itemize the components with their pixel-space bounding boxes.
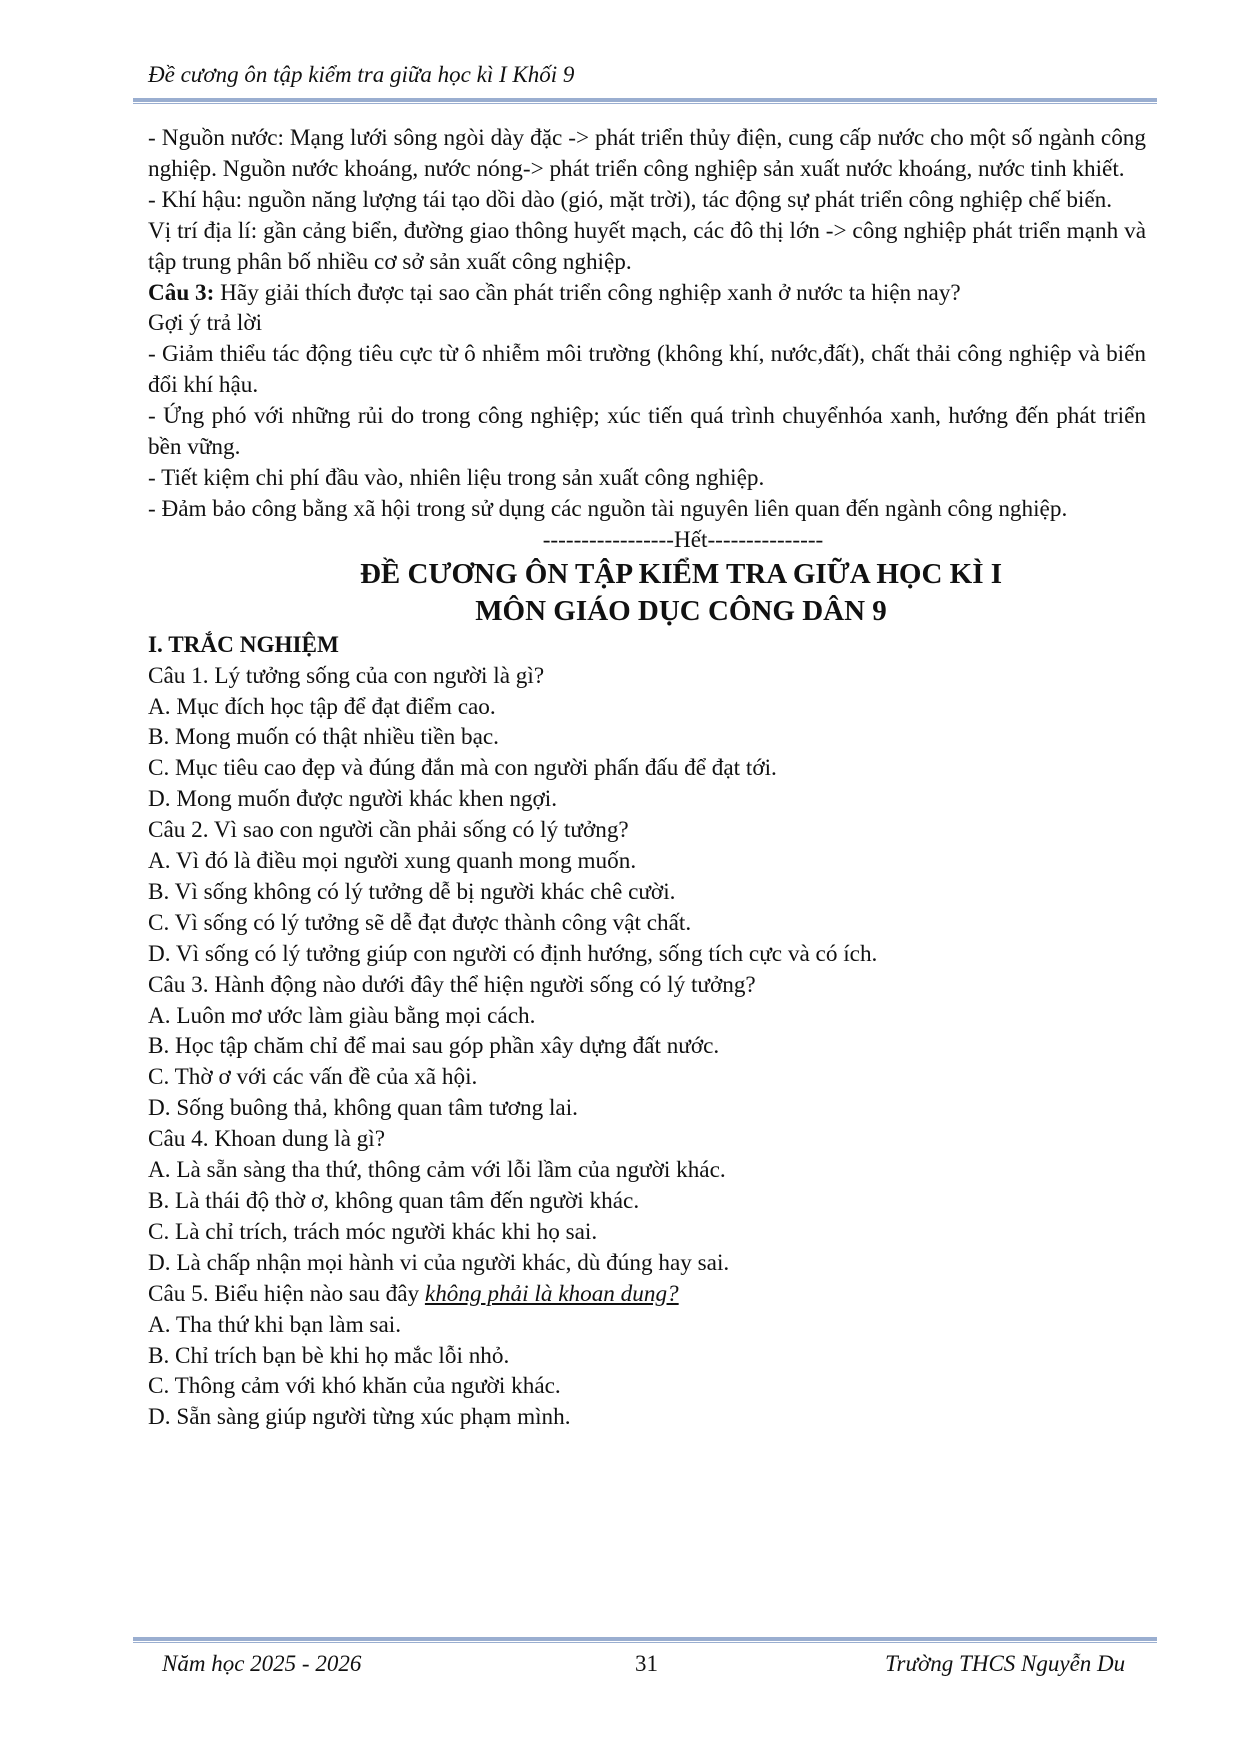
option: D. Là chấp nhận mọi hành vi của người khác, dù đúng hay sai.: [148, 1249, 730, 1276]
option: D. Sẵn sàng giúp người từng xúc phạm mình.: [148, 1404, 571, 1431]
option: C. Thờ ơ với các vấn đề của xã hội.: [148, 1064, 478, 1091]
section-heading: I. TRẮC NGHIỆM: [148, 631, 339, 658]
option: A. Luôn mơ ước làm giàu bằng mọi cách.: [148, 1002, 536, 1029]
footer-school: Trường THCS Nguyễn Du: [885, 1651, 1126, 1676]
option: B. Học tập chăm chỉ để mai sau góp phần xây dựng đất nước.: [148, 1033, 720, 1060]
question-3-label: Câu 3:: [148, 279, 215, 306]
answer-item: - Ứng phó với những rủi do trong công nghiệp; xúc tiến quá trình chuyểnhóa xanh, hướng đến phát triển bền vững.: [148, 403, 1146, 461]
option: D. Sống buông thả, không quan tâm tương lai.: [148, 1095, 578, 1122]
doc-title-line2: MÔN GIÁO DỤC CÔNG DÂN 9: [475, 594, 887, 627]
header-title: Đề cương ôn tập kiểm tra giữa học kì I Khối 9: [148, 62, 575, 87]
option: C. Là chỉ trích, trách móc người khác khi họ sai.: [148, 1218, 598, 1245]
end-marker-text: -----------------Hết---------------: [542, 526, 824, 553]
answer-item: - Đảm bảo công bằng xã hội trong sử dụng các nguồn tài nguyên liên quan đến ngành công nghiệp.: [148, 495, 1068, 522]
option: A. Mục đích học tập để đạt điểm cao.: [148, 693, 496, 720]
question: Câu 3. Hành động nào dưới đây thể hiện người sống có lý tưởng?: [148, 971, 756, 998]
end-marker: [148, 525, 1146, 556]
question-3: [148, 278, 1146, 309]
option: A. Tha thứ khi bạn làm sai.: [148, 1311, 401, 1338]
option: B. Mong muốn có thật nhiều tiền bạc.: [148, 724, 499, 751]
question: Câu 1. Lý tưởng sống của con người là gì?: [148, 662, 545, 689]
option: C. Thông cảm với khó khăn của người khác.: [148, 1373, 561, 1400]
option: C. Mục tiêu cao đẹp và đúng đắn mà con người phấn đấu để đạt tới.: [148, 755, 777, 782]
question-5-emphasis: không phải là khoan dung?: [424, 1280, 679, 1307]
option: B. Vì sống không có lý tưởng dễ bị người khác chê cười.: [148, 878, 676, 905]
option: A. Vì đó là điều mọi người xung quanh mong muốn.: [148, 848, 637, 875]
option: D. Mong muốn được người khác khen ngợi.: [148, 786, 558, 813]
option: B. Chỉ trích bạn bè khi họ mắc lỗi nhỏ.: [148, 1342, 510, 1369]
option: A. Là sẵn sàng tha thứ, thông cảm với lỗi lầm của người khác.: [148, 1157, 726, 1184]
document-body: [148, 123, 1146, 1433]
header-rule: [133, 98, 1157, 102]
paragraph-climate: - Khí hậu: nguồn năng lượng tái tạo dồi dào (gió, mặt trời), tác động sự phát triển công nghiệp chế biến.: [148, 186, 1113, 213]
paragraph-location: Vị trí địa lí: gần cảng biển, đường giao thông huyết mạch, các đô thị lớn -> công nghiệp phát triển mạnh và tập trung phân bố nhiều cơ sở sản xuất công nghiệp.: [148, 217, 1146, 275]
page-number: 31: [635, 1651, 658, 1676]
option: B. Là thái độ thờ ơ, không quan tâm đến người khác.: [148, 1188, 640, 1214]
answer-hint: Gợi ý trả lời: [148, 310, 263, 337]
option: C. Vì sống có lý tưởng sẽ dễ đạt được thành công vật chất.: [148, 909, 692, 936]
question: Câu 2. Vì sao con người cần phải sống có lý tưởng?: [148, 817, 629, 844]
answer-item: - Giảm thiểu tác động tiêu cực từ ô nhiễm môi trường (không khí, nước,đất), chất thải công nghiệp và biến đổi khí hậu.: [148, 341, 1146, 399]
question-5-prefix: Câu 5. Biểu hiện nào sau đây: [148, 1280, 425, 1307]
answer-item: - Tiết kiệm chi phí đầu vào, nhiên liệu trong sản xuất công nghiệp.: [148, 464, 765, 491]
question: Câu 4. Khoan dung là gì?: [148, 1126, 385, 1153]
footer-year: Năm học 2025 - 2026: [162, 1651, 362, 1676]
footer-rule: [133, 1637, 1157, 1641]
doc-title-line1: ĐỀ CƯƠNG ÔN TẬP KIỂM TRA GIỮA HỌC KÌ I: [359, 557, 1003, 590]
question-5: [148, 1279, 1146, 1310]
option: D. Vì sống có lý tưởng giúp con người có định hướng, sống tích cực và có ích.: [148, 940, 878, 967]
paragraph-water: - Nguồn nước: Mạng lưới sông ngòi dày đặc -> phát triển thủy điện, cung cấp nước cho một số ngành công nghiệp. Nguồn nước khoáng, nước nóng-> phát triển công nghiệp sản xuất nước khoáng, nước tinh khiết.: [148, 125, 1146, 182]
question-3-text: Hãy giải thích được tại sao cần phát triển công nghiệp xanh ở nước ta hiện nay?: [214, 279, 961, 306]
